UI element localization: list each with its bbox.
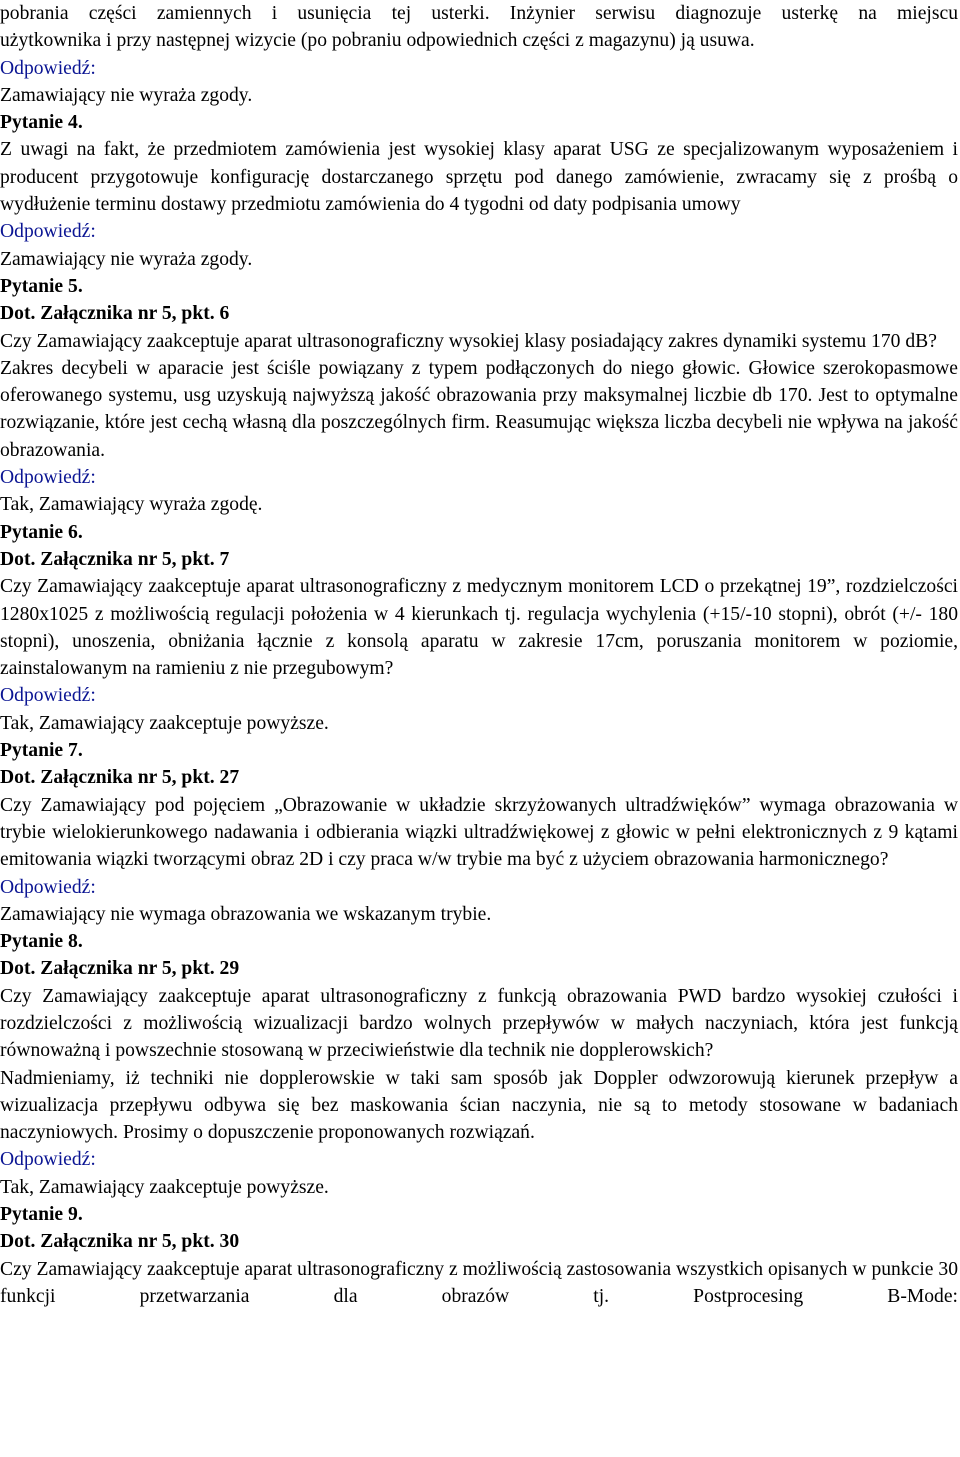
question-body-9: Czy Zamawiający zaakceptuje aparat ultrasonograficzny z możliwością zastosowania wszystkich opisanych w punkcie 30 funkcji przetwarzania dla obrazów tj. Postprocesing B-Mode: <box>0 1258 958 1307</box>
question-reference-7: Dot. Załącznika nr 5, pkt. 27 <box>0 767 240 789</box>
answer-text-6: Tak, Zamawiający zaakceptuje powyższe. <box>0 712 329 734</box>
question-body-6: Czy Zamawiający zaakceptuje aparat ultrasonograficzny z medycznym monitorem LCD o przekątnej 19”, rozdzielczości 1280x1025 z możliwością regulacji położenia w 4 kierunkach tj. regulacja wychylenia (+15/-10 stopni), obrót (+/- 180 stopni), unoszenia, obniżania łącznie z konsolą aparatu w zakresie 17cm, poruszania monitorem w poziomie, zainstalowanym na ramieniu z nie przegubowym? <box>0 576 958 680</box>
question-reference-9: Dot. Załącznika nr 5, pkt. 30 <box>0 1231 240 1253</box>
answer-label-6: Odpowiedź: <box>0 685 96 707</box>
question-note-5: Zakres decybeli w aparacie jest ściśle powiązany z typem podłączonych do niego głowic. Głowice szerokopasmowe oferowanego systemu, usg uzyskują najwyższą jakość obrazowania przy maksymalnej liczbie db 170. Jest to optymalne rozwiązanie, które jest cechą własną dla poszczególnych firm. Reasumując większa liczba decybeli nie wpływa na jakość obrazowania. <box>0 357 958 461</box>
answer-label-4: Odpowiedź: <box>0 221 96 243</box>
question-body-5: Czy Zamawiający zaakceptuje aparat ultrasonograficzny wysokiej klasy posiadający zakres dynamiki systemu 170 dB? <box>0 330 937 352</box>
question-reference-8: Dot. Załącznika nr 5, pkt. 29 <box>0 958 240 980</box>
question-title-9: Pytanie 9. <box>0 1204 83 1226</box>
question-reference-5: Dot. Załącznika nr 5, pkt. 6 <box>0 303 230 325</box>
intro-line-1: pobrania części zamiennych i usunięcia tej usterki. Inżynier serwisu diagnozuje usterkę na miejscu <box>0 3 958 24</box>
question-body-7: Czy Zamawiający pod pojęciem „Obrazowanie w układzie skrzyżowanych ultradźwięków” wymaga obrazowania w trybie wielokierunkowego nadawania i odbierania wiązki ultradźwiękowej z głowic w pełni elektronicznych z 9 kątami emitowania wiązki tworzącymi obraz 2D i czy praca w/w trybie ma być z użyciem obrazowania harmonicznego? <box>0 794 958 871</box>
answer-text-4: Zamawiający nie wyraża zgody. <box>0 248 253 270</box>
answer-label-5: Odpowiedź: <box>0 467 96 489</box>
question-title-5: Pytanie 5. <box>0 275 83 297</box>
question-title-7: Pytanie 7. <box>0 740 83 762</box>
answer-label-8: Odpowiedź: <box>0 1149 96 1171</box>
answer-text-5: Tak, Zamawiający wyraża zgodę. <box>0 494 263 516</box>
question-body-4: Z uwagi na fakt, że przedmiotem zamówienia jest wysokiej klasy aparat USG ze specjalizowanym wyposażeniem i producent przygotowuje konfigurację dostarczanego sprzętu pod danego zamówienie, zwracamy się z prośbą o wydłużenie terminu dostawy przedmiotu zamówienia do 4 tygodni od daty podpisania umowy <box>0 139 958 216</box>
question-title-8: Pytanie 8. <box>0 931 83 953</box>
answer-text-8: Tak, Zamawiający zaakceptuje powyższe. <box>0 1176 329 1198</box>
question-note-8: Nadmieniamy, iż techniki nie dopplerowskie w taki sam sposób jak Doppler odwzorowują kierunek przepływ a wizualizacja przepływu odbywa się bez maskowania ścian naczynia, nie są to metody stosowane w badaniach naczyniowych. Prosimy o dopuszczenie proponowanych rozwiązań. <box>0 1067 958 1144</box>
intro-line-2: użytkownika i przy następnej wizycie (po pobraniu odpowiednich części z magazynu) ją usuwa. <box>0 30 755 52</box>
question-title-4: Pytanie 4. <box>0 112 83 134</box>
answer-text-7: Zamawiający nie wymaga obrazowania we wskazanym trybie. <box>0 903 492 925</box>
answer-text: Zamawiający nie wyraża zgody. <box>0 84 253 106</box>
question-body-8: Czy Zamawiający zaakceptuje aparat ultrasonograficzny z funkcją obrazowania PWD bardzo wysokiej czułości i rozdzielczości z możliwością wizualizacji bardzo wolnych przepływów w małych naczyniach, która jest funkcją równoważną i powszechnie stosowaną w przeciwieństwie dla technik nie dopplerowskich? <box>0 985 958 1062</box>
answer-label: Odpowiedź: <box>0 57 96 79</box>
question-title-6: Pytanie 6. <box>0 521 83 543</box>
answer-label-7: Odpowiedź: <box>0 876 96 898</box>
question-reference-6: Dot. Załącznika nr 5, pkt. 7 <box>0 548 230 570</box>
